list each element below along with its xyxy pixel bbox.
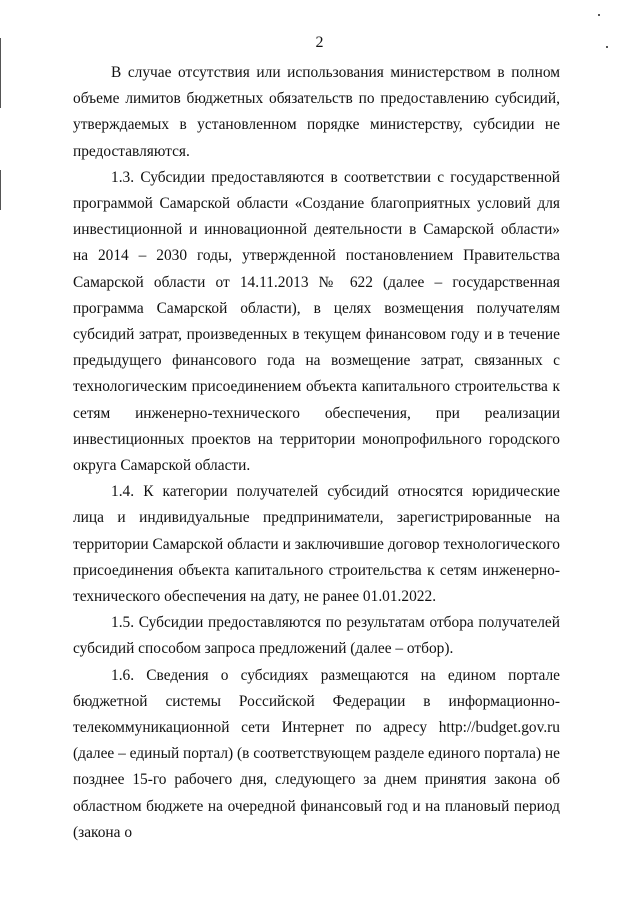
page-number: 2 bbox=[315, 34, 324, 51]
scan-dot-top-right bbox=[598, 14, 600, 16]
paragraph-1-3: 1.3. Субсидии предоставляются в соответствии с государственной программой Самарской области «Создание благоприятных условий для инвестиционной и инновационной деятельности в Самарской области» на 2014 – 2030 годы, утвержденной постановлением Правительства Самарской области от 14.11.2013 № 622 (далее – государственная программа Самарской области), в целях возмещения получателям субсидий затрат, произведенных в текущем финансовом году и в течение предыдущего финансового года на возмещение затрат, связанных с технологическим присоединением объекта капитального строительства к сетям инженерно-технического обеспечения, при реализации инвестиционных проектов на территории монопрофильного городского округа Самарской области. bbox=[73, 168, 560, 475]
paragraph-1-4: 1.4. К категории получателей субсидий относятся юридические лица и индивидуальные предприниматели, зарегистрированные на территории Самарской области и заключившие договор технологического присоединения объекта капитального строительства к сетям инженерно-технического обеспечения на дату, не ранее 01.01.2022. bbox=[73, 483, 560, 606]
scan-mark-left bbox=[0, 38, 1, 108]
paragraph-1-5: 1.5. Субсидии предоставляются по результатам отбора получателей субсидий способом запроса предложений (далее – отбор). bbox=[73, 614, 560, 658]
scan-mark-left-lower bbox=[0, 170, 1, 210]
document-body bbox=[73, 60, 560, 846]
paragraph-limits: В случае отсутствия или использования министерством в полном объеме лимитов бюджетных обязательств по предоставлению субсидий, утверждаемых в установленном порядке министерству, субсидии не предоставляются. bbox=[73, 64, 560, 160]
scan-dot-right bbox=[606, 46, 608, 48]
paragraph-1-6: 1.6. Сведения о субсидиях размещаются на едином портале бюджетной системы Российской Федерации в информационно-телекоммуникационной сети Интернет по адресу http://budget.gov.ru (далее – единый портал) (в соответствующем разделе единого портала) не позднее 15-го рабочего дня, следующего за днем принятия закона об областном бюджете на очередной финансовый год и на плановый период (закона о bbox=[73, 666, 560, 841]
